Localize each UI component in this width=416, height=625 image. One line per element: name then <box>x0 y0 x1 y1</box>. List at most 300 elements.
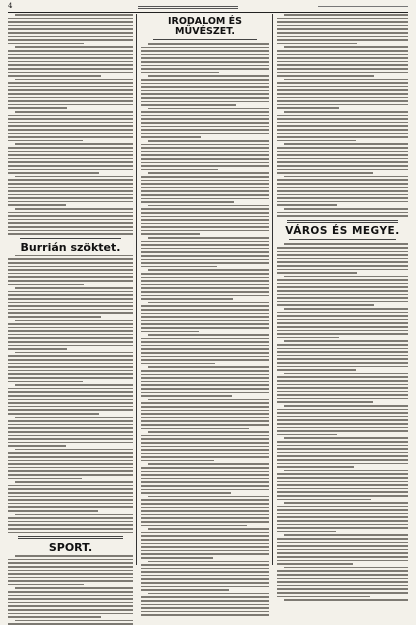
text-line-placeholder <box>277 201 408 203</box>
text-line-placeholder <box>141 539 269 541</box>
text-line-placeholder <box>277 358 408 360</box>
text-line-placeholder <box>141 122 269 124</box>
text-line-placeholder <box>277 100 408 102</box>
text-line-placeholder <box>277 36 408 38</box>
text-line-placeholder <box>8 64 133 66</box>
text-line-placeholder <box>277 322 408 324</box>
article-text <box>8 14 133 235</box>
text-line-placeholder <box>8 258 133 260</box>
text-line-placeholder <box>8 230 133 232</box>
text-line-placeholder <box>141 446 269 448</box>
text-line-placeholder <box>141 212 269 214</box>
text-line-placeholder <box>148 172 269 174</box>
text-line-placeholder <box>141 208 269 210</box>
text-line-placeholder <box>284 502 408 504</box>
article-text <box>141 43 269 616</box>
text-line-placeholder <box>148 496 269 498</box>
text-line-placeholder <box>8 32 133 34</box>
text-line-placeholder <box>8 366 133 368</box>
text-line-placeholder <box>141 147 269 149</box>
text-line-placeholder <box>141 248 269 250</box>
text-line-placeholder <box>141 417 269 419</box>
text-line-placeholder <box>277 574 408 576</box>
text-line-placeholder <box>277 419 408 421</box>
text-line-placeholder <box>15 481 133 483</box>
text-line-placeholder <box>277 50 408 52</box>
text-line-placeholder <box>141 485 269 487</box>
text-line-placeholder <box>141 356 269 358</box>
text-line-placeholder <box>277 261 408 263</box>
text-line-placeholder <box>277 86 408 88</box>
text-line-placeholder <box>15 79 133 81</box>
text-line-placeholder <box>141 388 269 390</box>
column-divider-2 <box>272 14 273 565</box>
text-line-placeholder <box>277 384 408 386</box>
text-line-placeholder <box>141 190 269 192</box>
text-line-placeholder <box>141 216 269 218</box>
text-line-placeholder <box>277 32 408 34</box>
text-line-placeholder <box>8 373 133 375</box>
text-line-placeholder <box>8 36 133 38</box>
text-line-placeholder <box>277 531 336 533</box>
text-line-placeholder <box>148 334 269 336</box>
text-line-placeholder <box>8 122 133 124</box>
text-line-placeholder <box>141 111 269 113</box>
text-line-placeholder <box>141 503 269 505</box>
text-line-placeholder <box>141 442 269 444</box>
text-line-placeholder <box>277 452 408 454</box>
text-line-placeholder <box>8 233 133 235</box>
text-line-placeholder <box>141 201 234 203</box>
text-line-placeholder <box>8 341 133 343</box>
text-line-placeholder <box>141 428 249 430</box>
text-line-placeholder <box>141 273 269 275</box>
text-line-placeholder <box>15 449 133 451</box>
text-line-placeholder <box>141 280 269 282</box>
page-number: 4 <box>8 2 13 10</box>
text-line-placeholder <box>277 499 371 501</box>
text-line-placeholder <box>141 266 217 268</box>
text-line-placeholder <box>277 151 408 153</box>
text-line-placeholder <box>8 399 133 401</box>
text-line-placeholder <box>277 391 408 393</box>
text-line-placeholder <box>277 448 408 450</box>
text-line-placeholder <box>148 75 269 77</box>
text-line-placeholder <box>277 312 408 314</box>
text-line-placeholder <box>141 136 201 138</box>
text-line-placeholder <box>141 176 269 178</box>
section-rule <box>289 239 396 240</box>
text-line-placeholder <box>141 320 269 322</box>
text-line-placeholder <box>148 237 269 239</box>
text-line-placeholder <box>8 570 133 572</box>
text-line-placeholder <box>141 507 269 509</box>
text-line-placeholder <box>277 570 408 572</box>
heading-irodalom: IRODALOM ÉS MŰVÉSZET. <box>167 16 243 37</box>
text-line-placeholder <box>141 510 269 512</box>
text-line-placeholder <box>277 495 408 497</box>
text-line-placeholder <box>284 437 408 439</box>
text-line-placeholder <box>141 90 269 92</box>
text-line-placeholder <box>8 179 133 181</box>
text-line-placeholder <box>277 129 408 131</box>
text-line-placeholder <box>141 543 269 545</box>
text-line-placeholder <box>148 366 269 368</box>
text-line-placeholder <box>8 616 101 618</box>
text-line-placeholder <box>277 376 408 378</box>
text-line-placeholder <box>284 111 408 113</box>
section-rule <box>18 536 123 539</box>
text-line-placeholder <box>277 25 408 27</box>
text-line-placeholder <box>277 258 408 260</box>
text-line-placeholder <box>8 86 133 88</box>
text-line-placeholder <box>8 456 133 458</box>
text-line-placeholder <box>141 392 269 394</box>
text-line-placeholder <box>284 567 408 569</box>
text-line-placeholder <box>8 359 133 361</box>
text-line-placeholder <box>277 484 408 486</box>
text-line-placeholder <box>141 575 269 577</box>
text-line-placeholder <box>8 323 133 325</box>
text-line-placeholder <box>141 406 269 408</box>
text-line-placeholder <box>141 521 269 523</box>
text-line-placeholder <box>141 126 269 128</box>
heading-sport: SPORT. <box>48 541 93 555</box>
text-line-placeholder <box>277 596 370 598</box>
text-line-placeholder <box>8 136 133 138</box>
text-line-placeholder <box>277 549 408 551</box>
text-line-placeholder <box>15 587 133 589</box>
text-line-placeholder <box>8 442 133 444</box>
text-line-placeholder <box>8 591 133 593</box>
text-line-placeholder <box>277 330 408 332</box>
article-text <box>8 555 133 625</box>
text-line-placeholder <box>141 611 269 613</box>
text-line-placeholder <box>148 43 269 45</box>
text-line-placeholder <box>277 348 408 350</box>
text-line-placeholder <box>8 391 133 393</box>
text-line-placeholder <box>141 50 269 52</box>
text-line-placeholder <box>277 538 408 540</box>
text-line-placeholder <box>141 438 269 440</box>
text-line-placeholder <box>277 477 408 479</box>
text-line-placeholder <box>141 93 269 95</box>
text-line-placeholder <box>277 89 408 91</box>
text-line-placeholder <box>15 208 133 210</box>
text-line-placeholder <box>148 561 269 563</box>
text-line-placeholder <box>8 183 133 185</box>
text-line-placeholder <box>141 550 269 552</box>
text-line-placeholder <box>141 144 269 146</box>
text-line-placeholder <box>8 129 133 131</box>
text-line-placeholder <box>284 208 408 210</box>
text-line-placeholder <box>277 394 408 396</box>
text-line-placeholder <box>141 492 231 494</box>
text-line-placeholder <box>277 82 408 84</box>
text-line-placeholder <box>15 255 133 257</box>
text-line-placeholder <box>15 143 133 145</box>
text-line-placeholder <box>8 18 133 20</box>
text-line-placeholder <box>277 430 408 432</box>
text-line-placeholder <box>284 534 408 536</box>
text-line-placeholder <box>8 488 133 490</box>
text-line-placeholder <box>284 470 408 472</box>
text-line-placeholder <box>8 503 133 505</box>
text-line-placeholder <box>15 320 133 322</box>
text-line-placeholder <box>8 452 133 454</box>
text-line-placeholder <box>15 417 133 419</box>
text-line-placeholder <box>277 351 408 353</box>
text-line-placeholder <box>277 272 357 274</box>
text-line-placeholder <box>8 82 133 84</box>
text-line-placeholder <box>141 313 269 315</box>
text-line-placeholder <box>277 524 408 526</box>
text-line-placeholder <box>277 466 354 468</box>
text-line-placeholder <box>277 581 408 583</box>
text-line-placeholder <box>141 553 269 555</box>
text-line-placeholder <box>277 319 408 321</box>
text-line-placeholder <box>148 140 269 142</box>
text-line-placeholder <box>277 369 356 371</box>
article-text <box>8 255 133 533</box>
text-line-placeholder <box>277 279 408 281</box>
text-line-placeholder <box>8 485 133 487</box>
text-line-placeholder <box>8 381 83 383</box>
text-line-placeholder <box>8 337 133 339</box>
heading-varos: VÁROS ÉS MEGYE. <box>285 224 400 237</box>
text-line-placeholder <box>277 68 408 70</box>
text-line-placeholder <box>284 276 408 278</box>
text-line-placeholder <box>8 445 66 447</box>
text-line-placeholder <box>277 326 408 328</box>
text-line-placeholder <box>284 308 408 310</box>
text-line-placeholder <box>141 471 269 473</box>
text-line-placeholder <box>141 223 269 225</box>
text-line-placeholder <box>277 161 408 163</box>
text-line-placeholder <box>15 555 133 557</box>
text-line-placeholder <box>277 283 408 285</box>
text-line-placeholder <box>284 340 408 342</box>
text-line-placeholder <box>8 355 133 357</box>
text-line-placeholder <box>284 405 408 407</box>
text-line-placeholder <box>277 64 408 66</box>
text-line-placeholder <box>141 86 269 88</box>
text-line-placeholder <box>277 516 408 518</box>
text-line-placeholder <box>141 323 269 325</box>
text-line-placeholder <box>141 262 269 264</box>
text-line-placeholder <box>8 327 133 329</box>
article-text <box>277 14 408 217</box>
text-line-placeholder <box>148 108 269 110</box>
text-line-placeholder <box>8 72 133 74</box>
text-line-placeholder <box>277 18 408 20</box>
text-line-placeholder <box>277 147 408 149</box>
text-line-placeholder <box>141 298 233 300</box>
text-line-placeholder <box>8 435 133 437</box>
text-line-placeholder <box>277 488 408 490</box>
text-line-placeholder <box>277 297 408 299</box>
text-line-placeholder <box>277 118 408 120</box>
text-line-placeholder <box>8 212 133 214</box>
text-line-placeholder <box>141 532 269 534</box>
text-line-placeholder <box>8 363 133 365</box>
text-line-placeholder <box>141 251 269 253</box>
column-1 <box>8 14 133 565</box>
text-line-placeholder <box>141 600 269 602</box>
text-line-placeholder <box>277 513 408 515</box>
text-line-placeholder <box>8 107 67 109</box>
text-line-placeholder <box>141 582 269 584</box>
text-line-placeholder <box>284 79 408 81</box>
text-line-placeholder <box>148 593 269 595</box>
text-line-placeholder <box>141 384 269 386</box>
text-line-placeholder <box>277 122 408 124</box>
section-rule <box>153 39 257 40</box>
text-line-placeholder <box>8 161 133 163</box>
text-line-placeholder <box>277 75 374 77</box>
text-line-placeholder <box>141 514 269 516</box>
text-line-placeholder <box>141 489 269 491</box>
text-line-placeholder <box>8 463 133 465</box>
text-line-placeholder <box>277 215 408 217</box>
text-line-placeholder <box>284 599 408 601</box>
text-line-placeholder <box>277 165 408 167</box>
text-line-placeholder <box>141 453 269 455</box>
text-line-placeholder <box>8 460 133 462</box>
text-line-placeholder <box>277 154 408 156</box>
text-line-placeholder <box>8 284 84 286</box>
text-line-placeholder <box>277 344 408 346</box>
text-line-placeholder <box>141 115 269 117</box>
text-line-placeholder <box>148 269 269 271</box>
text-line-placeholder <box>8 190 133 192</box>
text-line-placeholder <box>141 97 269 99</box>
text-line-placeholder <box>8 345 133 347</box>
text-line-placeholder <box>8 562 133 564</box>
column-3 <box>277 14 408 565</box>
text-line-placeholder <box>8 172 99 174</box>
text-line-placeholder <box>277 398 408 400</box>
text-line-placeholder <box>141 198 269 200</box>
text-line-placeholder <box>15 352 133 354</box>
text-line-placeholder <box>8 521 133 523</box>
text-line-placeholder <box>277 355 408 357</box>
text-line-placeholder <box>277 455 408 457</box>
text-line-placeholder <box>8 474 133 476</box>
text-line-placeholder <box>141 435 269 437</box>
text-line-placeholder <box>8 467 133 469</box>
text-line-placeholder <box>8 140 83 142</box>
text-line-placeholder <box>8 158 133 160</box>
text-line-placeholder <box>141 578 269 580</box>
text-line-placeholder <box>8 395 133 397</box>
header-rule-right <box>318 6 408 7</box>
text-line-placeholder <box>8 61 133 63</box>
text-line-placeholder <box>141 57 269 59</box>
text-line-placeholder <box>8 409 133 411</box>
text-line-placeholder <box>8 204 66 206</box>
text-line-placeholder <box>277 179 408 181</box>
text-line-placeholder <box>8 499 133 501</box>
text-line-placeholder <box>277 294 408 296</box>
text-line-placeholder <box>141 151 269 153</box>
text-line-placeholder <box>277 409 408 411</box>
text-line-placeholder <box>8 151 133 153</box>
text-line-placeholder <box>277 416 408 418</box>
text-line-placeholder <box>277 481 408 483</box>
text-line-placeholder <box>277 445 408 447</box>
text-line-placeholder <box>277 54 408 56</box>
text-line-placeholder <box>141 316 269 318</box>
text-line-placeholder <box>277 362 408 364</box>
text-line-placeholder <box>141 589 229 591</box>
text-line-placeholder <box>8 147 133 149</box>
text-line-placeholder <box>148 399 269 401</box>
text-line-placeholder <box>277 57 408 59</box>
text-line-placeholder <box>141 233 200 235</box>
text-line-placeholder <box>8 388 133 390</box>
text-line-placeholder <box>8 305 133 307</box>
text-line-placeholder <box>277 473 408 475</box>
text-line-placeholder <box>141 277 269 279</box>
text-line-placeholder <box>8 215 133 217</box>
text-line-placeholder <box>277 43 357 45</box>
text-line-placeholder <box>277 140 356 142</box>
text-line-placeholder <box>141 467 269 469</box>
text-line-placeholder <box>141 535 269 537</box>
text-line-placeholder <box>8 427 133 429</box>
text-line-placeholder <box>8 420 133 422</box>
text-line-placeholder <box>277 506 408 508</box>
text-line-placeholder <box>277 520 408 522</box>
text-line-placeholder <box>277 315 408 317</box>
text-line-placeholder <box>8 406 133 408</box>
text-line-placeholder <box>141 348 269 350</box>
text-line-placeholder <box>141 460 214 462</box>
text-line-placeholder <box>141 180 269 182</box>
text-line-placeholder <box>8 54 133 56</box>
text-line-placeholder <box>277 337 339 339</box>
text-line-placeholder <box>284 46 408 48</box>
text-line-placeholder <box>15 111 133 113</box>
text-line-placeholder <box>277 290 408 292</box>
text-line-placeholder <box>277 254 408 256</box>
text-line-placeholder <box>277 169 408 171</box>
column-2 <box>141 14 269 565</box>
text-line-placeholder <box>277 427 408 429</box>
text-line-placeholder <box>277 158 408 160</box>
text-line-placeholder <box>141 410 269 412</box>
text-line-placeholder <box>277 194 408 196</box>
text-line-placeholder <box>141 295 269 297</box>
text-line-placeholder <box>141 352 269 354</box>
text-line-placeholder <box>8 402 133 404</box>
text-line-placeholder <box>141 101 269 103</box>
text-line-placeholder <box>277 545 408 547</box>
text-line-placeholder <box>141 287 269 289</box>
text-line-placeholder <box>141 244 269 246</box>
text-line-placeholder <box>277 93 408 95</box>
text-line-placeholder <box>141 568 269 570</box>
text-line-placeholder <box>8 89 133 91</box>
text-line-placeholder <box>141 154 269 156</box>
text-line-placeholder <box>141 165 269 167</box>
text-line-placeholder <box>15 620 133 622</box>
text-line-placeholder <box>277 197 408 199</box>
section-rule <box>20 238 121 239</box>
section-rule <box>287 220 398 223</box>
text-line-placeholder <box>141 607 269 609</box>
